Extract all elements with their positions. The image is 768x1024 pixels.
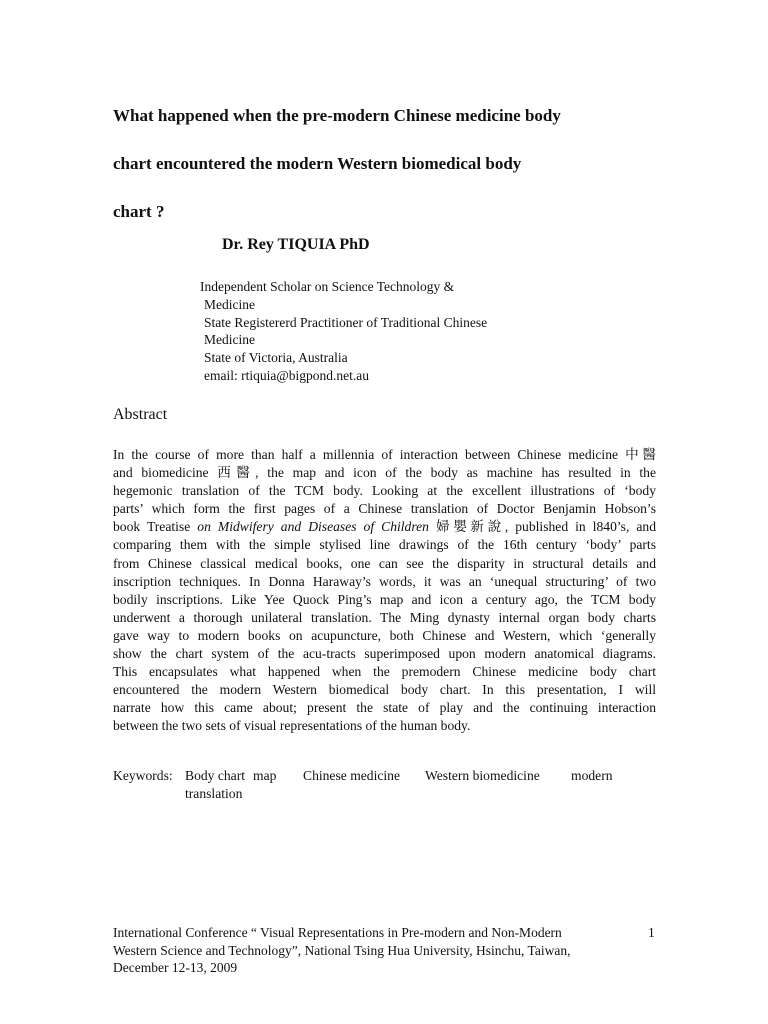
title-line: What happened when the pre-modern Chinese medicine body: [113, 106, 561, 125]
author-affiliation: [200, 278, 540, 385]
abstract-line: hegemonic translation of the TCM body. Looking at the excellent illustrations of ‘body: [113, 483, 656, 499]
abstract-heading: Abstract: [113, 406, 168, 423]
affiliation-line: Medicine: [204, 296, 255, 312]
abstract-line: [113, 518, 656, 536]
keyword: Western biomedicine: [425, 768, 540, 783]
title-line: chart encountered the modern Western biomedical body: [113, 154, 522, 173]
abstract-line: underwent a thorough unilateral translation. The Ming dynasty internal organ body charts: [113, 609, 656, 625]
paper-title: [113, 92, 673, 236]
book-title: on Midwifery and Diseases of Children: [197, 519, 429, 535]
abstract-line: bodily inscriptions. Like Yee Quock Ping’s map and icon a century ago, the TCM body: [113, 591, 656, 607]
footer-line: Western Science and Technology”, National Tsing Hua University, Hsinchu, Taiwan,: [113, 942, 571, 958]
page-number: 1: [648, 925, 655, 940]
affiliation-line: Independent Scholar on Science Technology &: [200, 279, 455, 294]
keywords-row: [113, 767, 673, 785]
abstract-line: inscription techniques. In Donna Haraway’s words, it was an ‘unequal structuring’ of two: [113, 573, 656, 589]
abstract-line: comparing them with the simple stylised line drawings of the 16th century ‘body’ parts: [113, 537, 656, 553]
abstract-line: between the two sets of visual representations of the human body.: [113, 718, 471, 734]
abstract-line: from Chinese classical medical books, one can see the disparity in structural details and: [113, 555, 656, 571]
affiliation-line: State of Victoria, Australia: [204, 350, 348, 366]
keyword: Chinese medicine: [303, 768, 401, 783]
abstract-line: gave way to modern books on acupuncture, both Chinese and Western, which ‘generally: [113, 627, 656, 643]
abstract-line: narrate how this came about; present the state of play and the continuing interaction: [113, 700, 656, 716]
abstract-line: and biomedicine 西醫, the map and icon of the body as machine has resulted in the: [113, 465, 656, 481]
keyword: Body chart: [185, 768, 246, 783]
affiliation-line: State Registererd Practitioner of Traditional Chinese: [204, 314, 488, 330]
affiliation-email: email: rtiquia@bigpond.net.au: [204, 367, 370, 383]
footer-line: December 12-13, 2009: [113, 960, 238, 975]
keywords-label: Keywords:: [113, 768, 173, 783]
keywords-section: [113, 767, 673, 803]
title-line: chart ?: [113, 202, 165, 221]
abstract-line: show the chart system of the acu-tracts superimposed upon modern anatomical diagrams.: [113, 646, 656, 662]
abstract-line: parts’ which form the first pages of a Chinese translation of Doctor Benjamin Hobson’s: [113, 501, 656, 517]
author-name: Dr. Rey TIQUIA PhD: [222, 236, 370, 253]
abstract-line-part: book Treatise: [113, 519, 198, 535]
keyword: translation: [185, 786, 243, 801]
keyword: modern: [571, 768, 613, 783]
footer-line: International Conference “ Visual Representations in Pre-modern and Non-Modern: [113, 925, 562, 940]
abstract-line: encountered the modern Western biomedical body chart. In this presentation, I will: [113, 682, 656, 698]
abstract-text: [113, 446, 656, 736]
abstract-line-part: 婦嬰新說, published in l840’s, and: [428, 519, 656, 535]
abstract-line: This encapsulates what happened when the premodern Chinese medicine body chart: [113, 664, 656, 680]
keyword: map: [253, 768, 277, 783]
affiliation-line: Medicine: [204, 332, 255, 348]
page-footer: [113, 924, 658, 977]
keywords-row: [113, 785, 673, 803]
abstract-line: In the course of more than half a millennia of interaction between Chinese medicine 中醫: [113, 447, 656, 462]
